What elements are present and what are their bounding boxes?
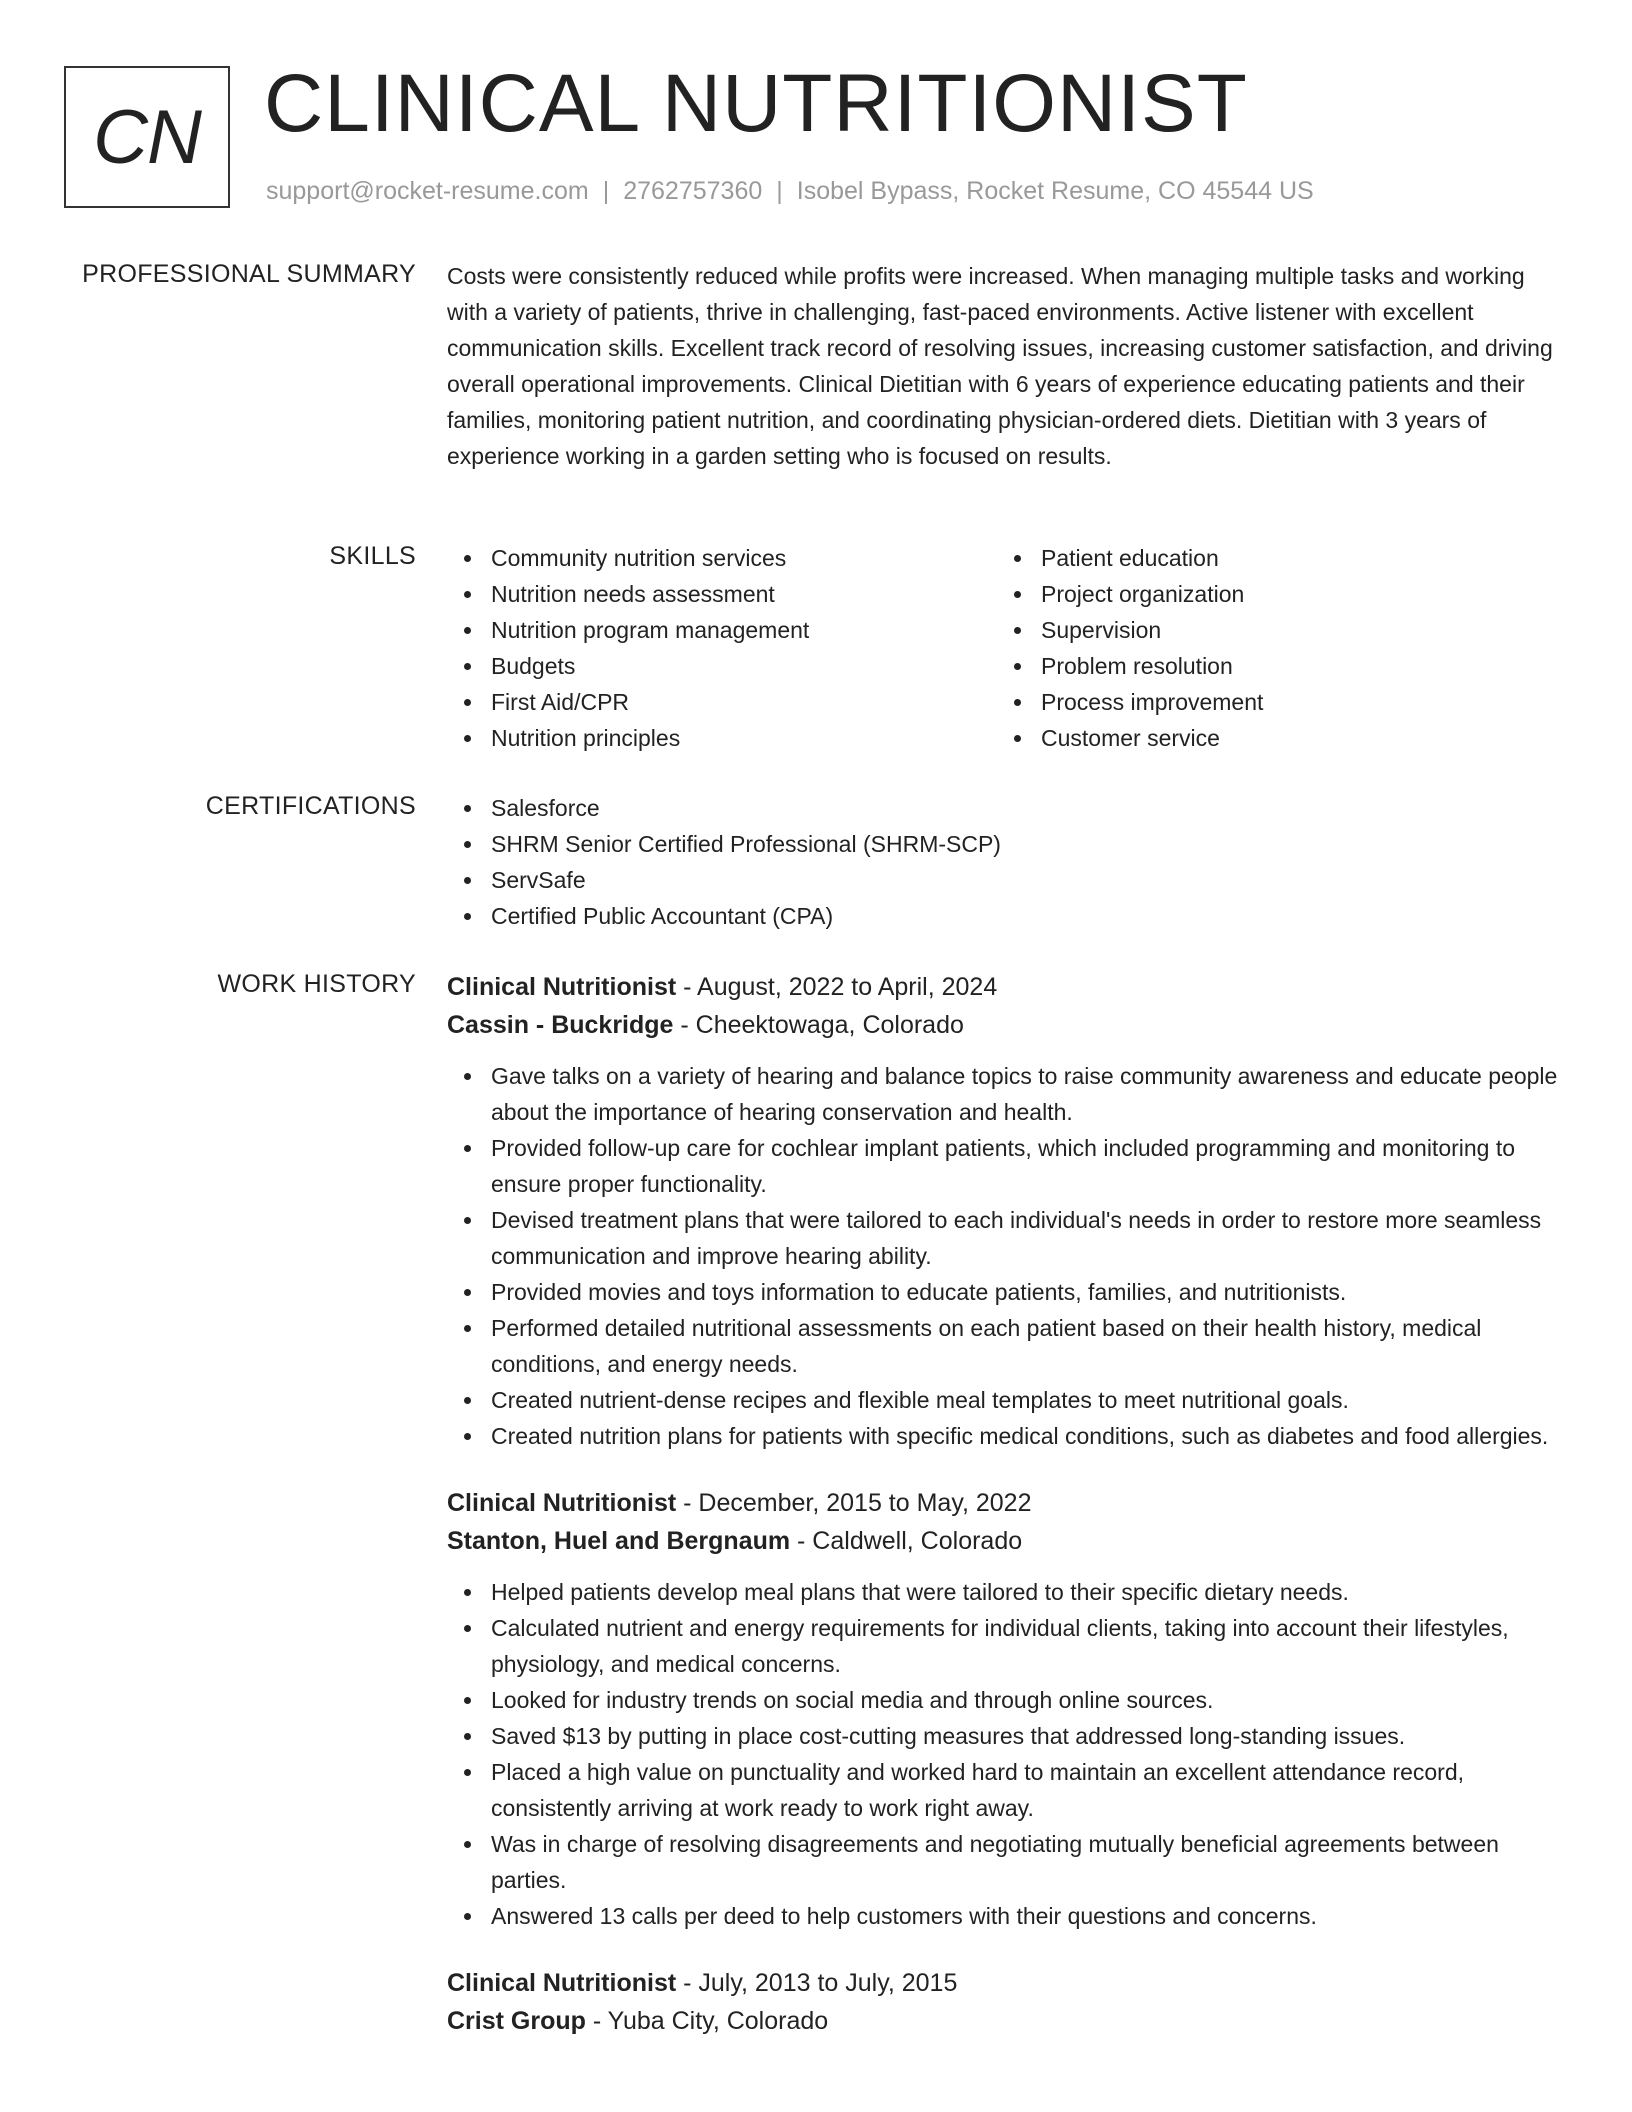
skill-item: Nutrition program management — [447, 612, 997, 648]
job-title: Clinical Nutritionist — [447, 973, 677, 1001]
resume-title: CLINICAL NUTRITIONIST — [264, 58, 1248, 149]
certifications-body — [447, 790, 1562, 934]
job-bullet: Created nutrient-dense recipes and flexible meal templates to meet nutritional goals. — [447, 1382, 1562, 1418]
job-bullet: Provided movies and toys information to educate patients, families, and nutritionists. — [447, 1274, 1562, 1310]
skills-grid — [447, 540, 1562, 756]
job-entry — [447, 1964, 1562, 2040]
section-label-certifications: CERTIFICATIONS — [205, 792, 416, 820]
certification-item: ServSafe — [447, 862, 1562, 898]
contact-separator: | — [602, 177, 610, 205]
contact-email: support@rocket-resume.com — [266, 177, 589, 205]
contact-separator: | — [776, 177, 783, 205]
job-bullet: Performed detailed nutritional assessments on each patient based on their health history, medical conditions, and energy needs. — [447, 1310, 1562, 1382]
job-dates: - December, 2015 to May, 2022 — [676, 1489, 1032, 1517]
job-company-line — [447, 2002, 1562, 2040]
summary-text: Costs were consistently reduced while profits were increased. When managing multiple tasks and working with a variety of patients, thrive in challenging, fast-paced environments. Active listener with excellent communication skills. Excellent track record of resolving issues, increasing customer satisfaction, and driving overall operational improvements. Clinical Dietitian with 6 years of experience educating patients and their families, monitoring patient nutrition, and coordinating physician-ordered diets. Dietitian with 3 years of experience working in a garden setting who is focused on results. — [447, 263, 1553, 469]
contact-line — [266, 176, 1314, 206]
skills-column-left — [447, 540, 997, 756]
certification-item: Salesforce — [447, 790, 1562, 826]
job-location: - Yuba City, Colorado — [585, 2007, 829, 2035]
job-title-line — [447, 968, 1562, 1006]
skill-item: Customer service — [997, 720, 1547, 756]
skill-item: Supervision — [997, 612, 1547, 648]
job-company: Crist Group — [447, 2007, 586, 2035]
certifications-list — [447, 790, 1562, 934]
section-label-skills: SKILLS — [329, 542, 416, 570]
job-bullet: Calculated nutrient and energy requirements for individual clients, taking into account their lifestyles, physiology, and medical concerns. — [447, 1610, 1562, 1682]
job-company-line — [447, 1006, 1562, 1044]
job-bullet: Helped patients develop meal plans that were tailored to their specific dietary needs. — [447, 1574, 1562, 1610]
summary-body — [447, 258, 1562, 474]
monogram-box — [64, 66, 230, 208]
job-bullet: Answered 13 calls per deed to help customers with their questions and concerns. — [447, 1898, 1562, 1934]
job-bullet: Provided follow-up care for cochlear implant patients, which included programming and monitoring to ensure proper functionality. — [447, 1130, 1562, 1202]
job-bullet: Placed a high value on punctuality and worked hard to maintain an excellent attendance record, consistently arriving at work ready to work right away. — [447, 1754, 1562, 1826]
job-dates: - July, 2013 to July, 2015 — [676, 1969, 958, 1997]
job-company-line — [447, 1522, 1562, 1560]
skill-item: Problem resolution — [997, 648, 1547, 684]
skill-item: Nutrition needs assessment — [447, 576, 997, 612]
certification-item: Certified Public Accountant (CPA) — [447, 898, 1562, 934]
skill-item: Nutrition principles — [447, 720, 997, 756]
monogram-text: CN — [93, 94, 201, 180]
job-bullet: Created nutrition plans for patients with specific medical conditions, such as diabetes and food allergies. — [447, 1418, 1562, 1454]
job-bullets — [447, 1058, 1562, 1454]
job-title: Clinical Nutritionist — [447, 1489, 677, 1517]
skill-item: First Aid/CPR — [447, 684, 997, 720]
job-company: Cassin - Buckridge — [447, 1011, 674, 1039]
job-location: - Caldwell, Colorado — [790, 1527, 1023, 1555]
skill-item: Budgets — [447, 648, 997, 684]
job-company: Stanton, Huel and Bergnaum — [447, 1527, 791, 1555]
section-label-work: WORK HISTORY — [217, 970, 416, 998]
skills-body — [447, 540, 1562, 756]
job-title: Clinical Nutritionist — [447, 1969, 677, 1997]
skills-list-left — [447, 540, 997, 756]
contact-address: Isobel Bypass, Rocket Resume, CO 45544 US — [796, 177, 1314, 205]
job-entry — [447, 968, 1562, 1454]
contact-phone: 2762757360 — [623, 177, 763, 205]
job-bullet: Devised treatment plans that were tailored to each individual's needs in order to restore more seamless communication and improve hearing ability. — [447, 1202, 1562, 1274]
job-bullet: Was in charge of resolving disagreements and negotiating mutually beneficial agreements between parties. — [447, 1826, 1562, 1898]
job-bullet: Gave talks on a variety of hearing and balance topics to raise community awareness and educate people about the importance of hearing conservation and health. — [447, 1058, 1562, 1130]
job-bullet: Looked for industry trends on social media and through online sources. — [447, 1682, 1562, 1718]
job-location: - Cheektowaga, Colorado — [673, 1011, 964, 1039]
job-bullets — [447, 1574, 1562, 1934]
job-entry — [447, 1484, 1562, 1934]
certification-item: SHRM Senior Certified Professional (SHRM-SCP) — [447, 826, 1562, 862]
job-dates: - August, 2022 to April, 2024 — [676, 973, 998, 1001]
job-bullet: Saved $13 by putting in place cost-cutting measures that addressed long-standing issues. — [447, 1718, 1562, 1754]
skill-item: Patient education — [997, 540, 1547, 576]
work-body — [447, 968, 1562, 2070]
skills-column-right — [997, 540, 1547, 756]
section-label-summary: PROFESSIONAL SUMMARY — [82, 260, 416, 288]
skill-item: Project organization — [997, 576, 1547, 612]
job-title-line — [447, 1484, 1562, 1522]
skill-item: Process improvement — [997, 684, 1547, 720]
skills-list-right — [997, 540, 1547, 756]
job-title-line — [447, 1964, 1562, 2002]
skill-item: Community nutrition services — [447, 540, 997, 576]
